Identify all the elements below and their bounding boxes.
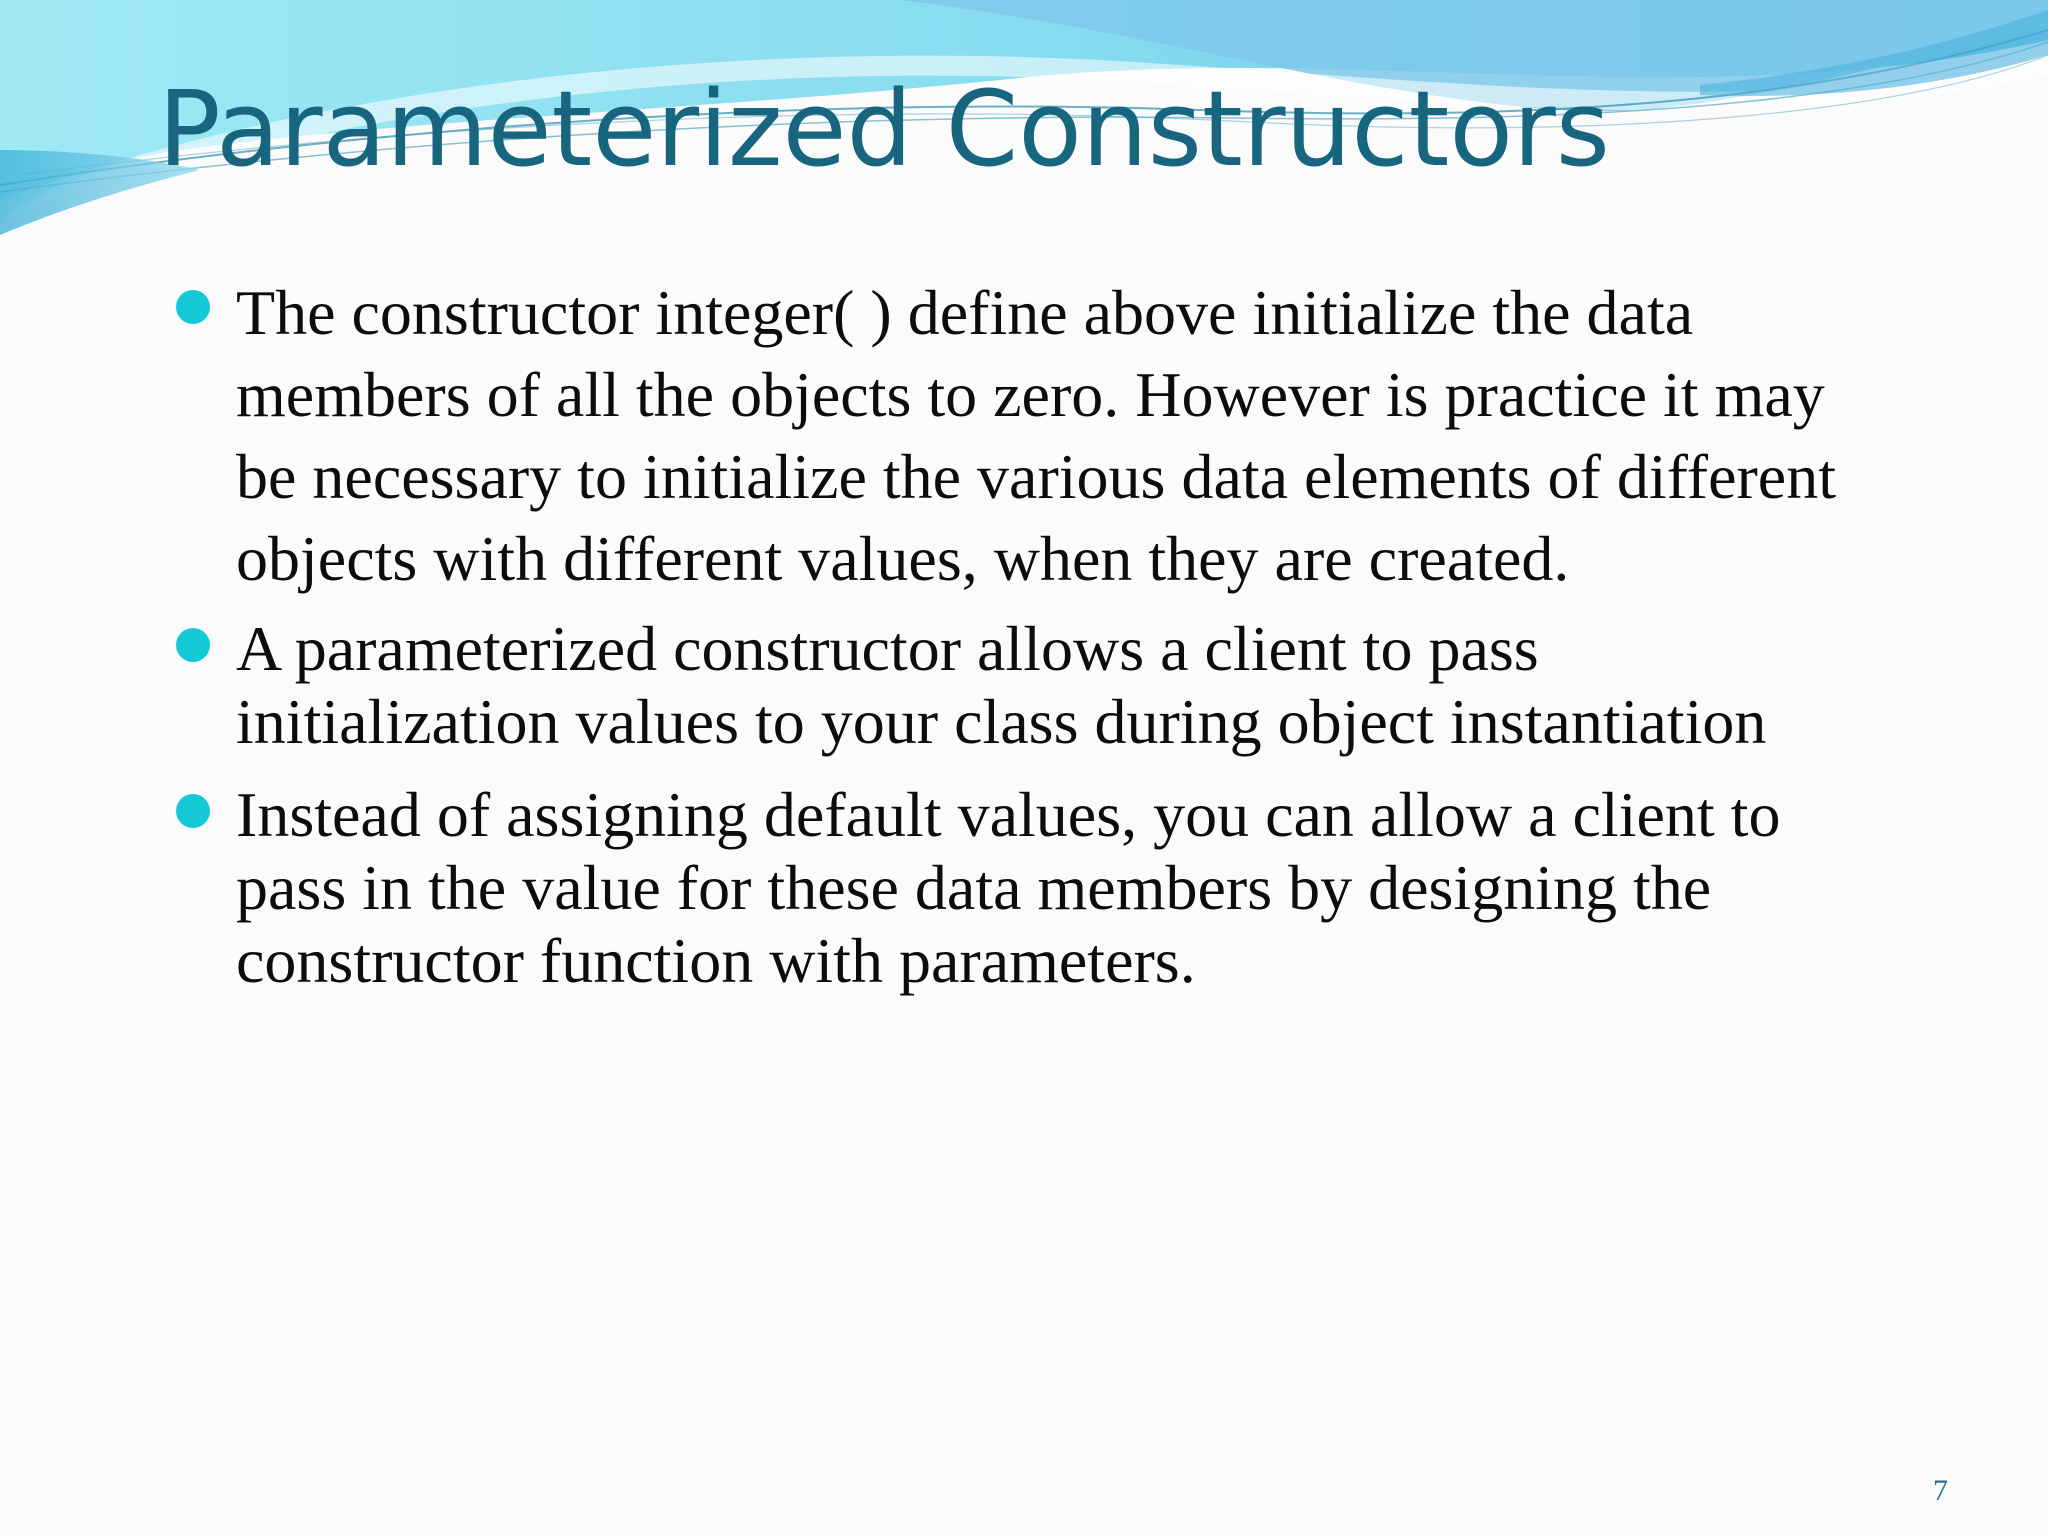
bullet-text: A parameterized constructor allows a client to pass initialization values to your class during object instantiation [236,613,1767,757]
bullet-text: Instead of assigning default values, you can allow a client to pass in the value for these data members by designing the constructor function with parameters. [236,779,1781,996]
slide-title: Parameterized Constructors [158,68,1610,190]
bullet-icon [176,628,210,662]
bullet-item [236,778,1876,997]
bullet-item [236,612,1876,758]
bullet-list [236,272,1876,997]
bullet-icon [176,290,210,324]
bullet-text: The constructor integer( ) define above initialize the data members of all the objects to zero. However is practice it may be necessary to initialize the various data elements of different objects with different values, when they are created. [236,277,1836,594]
bullet-item [236,272,1876,600]
bullet-icon [176,794,210,828]
page-number: 7 [1933,1474,1948,1507]
